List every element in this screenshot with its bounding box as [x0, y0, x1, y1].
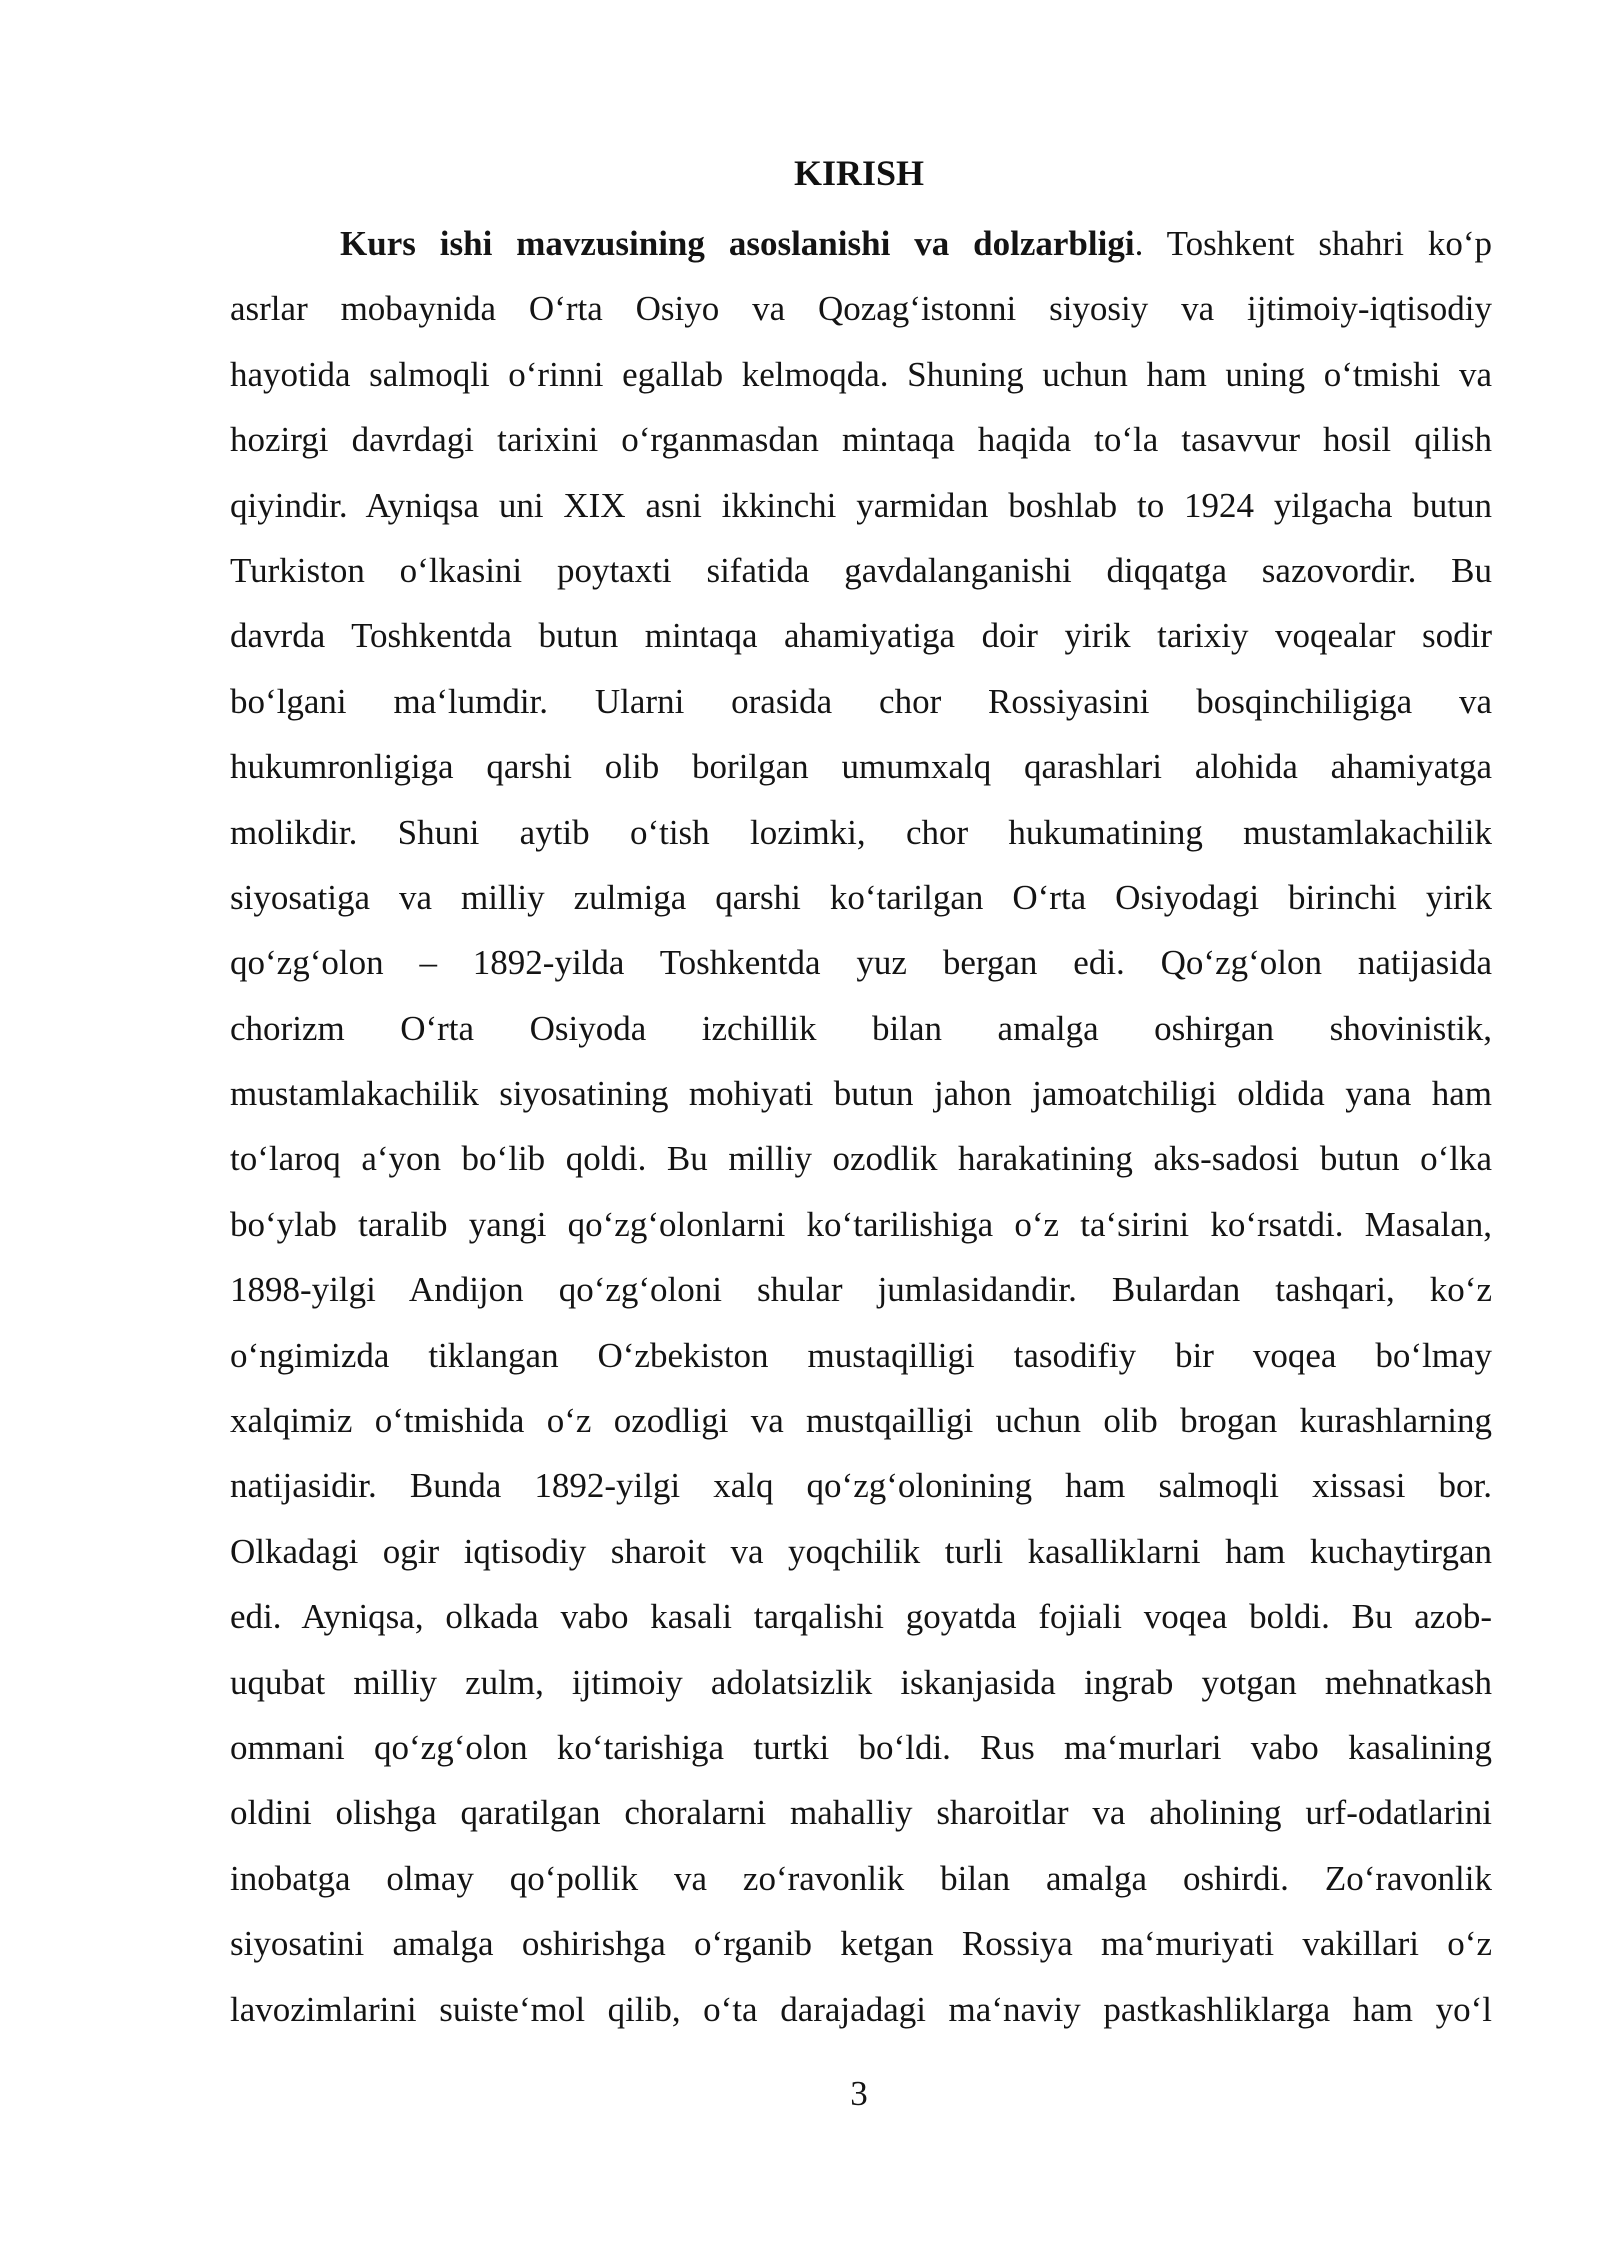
paragraph-line: bo‘lgani ma‘lumdir. Ularni orasida chor Rossiyasini bosqinchiligiga va: [230, 681, 1492, 721]
paragraph-line: ommani qo‘zg‘olon ko‘tarishiga turtki bo‘ldi. Rus ma‘murlari vabo kasalining: [230, 1727, 1492, 1767]
paragraph-line: mustamlakachilik siyosatining mohiyati butun jahon jamoatchiligi oldida yana ham: [230, 1074, 1492, 1114]
paragraph-line: davrda Toshkentda butun mintaqa ahamiyatiga doir yirik tarixiy voqealar sodir: [230, 616, 1492, 656]
paragraph-line: uqubat milliy zulm, ijtimoiy adolatsizlik iskanjasida ingrab yotgan mehnatkash: [230, 1662, 1492, 1702]
paragraph-line: siyosatiga va milliy zulmiga qarshi ko‘tarilgan O‘rta Osiyodagi birinchi yirik: [230, 877, 1492, 917]
paragraph-line: Turkiston o‘lkasini poytaxti sifatida gavdalanganishi diqqatga sazovordir. Bu: [230, 550, 1492, 590]
paragraph-line: chorizm O‘rta Osiyoda izchillik bilan amalga oshirgan shovinistik,: [230, 1008, 1492, 1048]
paragraph-line: siyosatini amalga oshirishga o‘rganib ketgan Rossiya ma‘muriyati vakillari o‘z: [230, 1924, 1492, 1964]
paragraph-line: bo‘ylab taralib yangi qo‘zg‘olonlarni ko‘tarilishiga o‘z ta‘sirini ko‘rsatdi. Masalan,: [230, 1204, 1492, 1244]
paragraph-line: to‘laroq a‘yon bo‘lib qoldi. Bu milliy ozodlik harakatining aks-sadosi butun o‘lka: [230, 1139, 1492, 1179]
paragraph-line: molikdir. Shuni aytib o‘tish lozimki, chor hukumatining mustamlakachilik: [230, 812, 1492, 852]
paragraph-line: oldini olishga qaratilgan choralarni mahalliy sharoitlar va aholining urf-odatlarini: [230, 1793, 1492, 1833]
paragraph-line: lavozimlarini suiste‘mol qilib, o‘ta darajadagi ma‘naviy pastkashliklarga ham yo‘l: [230, 1989, 1492, 2029]
paragraph-line: edi. Ayniqsa, olkada vabo kasali tarqalishi goyatda fojiali voqea boldi. Bu azob-: [230, 1597, 1492, 1637]
paragraph-first-line: [230, 211, 1492, 276]
page-number: 3: [850, 2074, 868, 2113]
paragraph-line: hukumronligiga qarshi olib borilgan umumxalq qarashlari alohida ahamiyatga: [230, 747, 1492, 787]
section-heading: KIRISH: [793, 153, 925, 193]
paragraph-lead-bold: Kurs ishi mavzusining asoslanishi va dolzarbligi: [340, 224, 1135, 263]
paragraph-line: o‘ngimizda tiklangan O‘zbekiston mustaqilligi tasodifiy bir voqea bo‘lmay: [230, 1335, 1492, 1375]
paragraph-line: hayotida salmoqli o‘rinni egallab kelmoqda. Shuning uchun ham uning o‘tmishi va: [230, 354, 1492, 394]
paragraph-line: qo‘zg‘olon – 1892-yilda Toshkentda yuz bergan edi. Qo‘zg‘olon natijasida: [230, 943, 1492, 983]
paragraph-line: qiyindir. Ayniqsa uni XIX asni ikkinchi yarmidan boshlab to 1924 yilgacha butun: [230, 485, 1492, 525]
paragraph-line: hozirgi davrdagi tarixini o‘rganmasdan mintaqa haqida to‘la tasavvur hosil qilish: [230, 420, 1492, 460]
paragraph-line: asrlar mobaynida O‘rta Osiyo va Qozag‘istonni siyosiy va ijtimoiy-iqtisodiy: [230, 289, 1492, 329]
paragraph-line: xalqimiz o‘tmishida o‘z ozodligi va mustqailligi uchun olib brogan kurashlarning: [230, 1401, 1492, 1441]
paragraph-lead-rest: . Toshkent shahri ko‘p: [1134, 224, 1493, 263]
paragraph-line: Olkadagi ogir iqtisodiy sharoit va yoqchilik turli kasalliklarni ham kuchaytirgan: [230, 1531, 1492, 1571]
paragraph-line: natijasidir. Bunda 1892-yilgi xalq qo‘zg‘olonining ham salmoqli xissasi bor.: [230, 1466, 1492, 1506]
body-paragraph: [230, 211, 1492, 2042]
paragraph-line: inobatga olmay qo‘pollik va zo‘ravonlik bilan amalga oshirdi. Zo‘ravonlik: [230, 1858, 1492, 1898]
paragraph-line: 1898-yilgi Andijon qo‘zg‘oloni shular jumlasidandir. Bulardan tashqari, ko‘z: [230, 1270, 1492, 1310]
